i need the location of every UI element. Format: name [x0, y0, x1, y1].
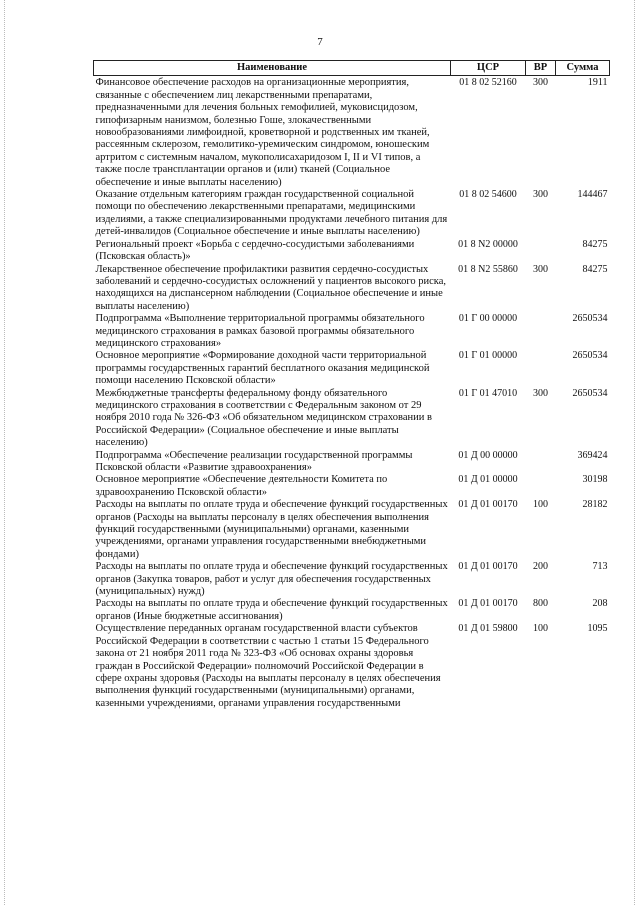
row-name: Расходы на выплаты по оплате труда и обеспечение функций государственных органов (Расходы на выплаты персоналу в целях обеспечения выполнения функций государственными (муниципальными) органами, казенными учреждениями, органами управления государственными внебюджетными фондами) [95, 499, 448, 560]
row-name: Лекарственное обеспечение профилактики развития сердечно-сосудистых заболеваний и сердечно-сосудистых осложнений у пациентов высокого риска, находящихся на диспансерном наблюдении (Социальное обеспечение и иные выплаты населению) [95, 263, 447, 312]
row-vr: 300 [533, 189, 548, 201]
row-csr: 01 Д 01 00170 [458, 499, 518, 511]
row-name: Основное мероприятие «Обеспечение деятельности Комитета по здравоохранению Псковской области» [95, 474, 388, 498]
row-sum: 369424 [577, 449, 608, 461]
row-csr: 01 Д 01 00170 [458, 561, 518, 573]
row-vr [526, 313, 556, 350]
row-vr: 800 [533, 598, 548, 610]
right-edge-line [634, 0, 635, 905]
row-name: Оказание отдельным категориям граждан государственной социальной помощи по обеспечению лекарственными препаратами, медицинскими изделиями, а также специализированными продуктами лечебного питания для детей-инвалидов (Социальное обеспечение и иные выплаты населению) [95, 189, 448, 238]
header-name: Наименование [94, 61, 451, 76]
row-vr: 300 [533, 263, 548, 275]
row-sum: 28182 [582, 499, 608, 511]
row-sum: 84275 [582, 238, 608, 250]
table-row [94, 598, 610, 623]
row-vr [526, 450, 556, 475]
table-row [94, 239, 610, 264]
row-vr: 100 [533, 623, 548, 635]
left-edge-line [4, 0, 5, 905]
table-row [94, 388, 610, 450]
row-vr: 200 [533, 561, 548, 573]
table-row [94, 623, 610, 710]
row-name: Финансовое обеспечение расходов на организационные мероприятия, связанные с обеспечением лиц лекарственными препаратами, предназначенными для лечения больных гемофилией, муковисцидозом, гипофизарным нанизмом, болезнью Гоше, злокачественными новообразованиями лимфоидной, кроветворной и родственных им тканей, рассеянным склерозом, гемолитико-уремическим синдромом, юношеским артритом с системным началом, мукополисахаридозом I, II и VI типов, а также после трансплантации органов и (или) тканей (Социальное обеспечение и иные выплаты населению) [95, 77, 430, 188]
budget-table [93, 60, 610, 710]
row-sum: 713 [592, 561, 608, 573]
row-vr: 300 [533, 387, 548, 399]
row-vr [526, 474, 556, 499]
table-row [94, 561, 610, 598]
table-header-row [94, 61, 610, 76]
row-name: Подпрограмма «Обеспечение реализации государственной программы Псковской области «Развитие здравоохранения» [95, 449, 413, 473]
row-sum: 2650534 [572, 313, 608, 325]
header-sum: Сумма [556, 61, 610, 76]
row-csr: 01 Д 01 59800 [458, 623, 518, 635]
row-name: Подпрограмма «Выполнение территориальной программы обязательного медицинского страхования в рамках базовой программы обязательного медицинского страхования» [95, 313, 425, 349]
row-csr: 01 Д 01 00170 [458, 598, 518, 610]
row-sum: 1911 [587, 77, 608, 89]
row-sum: 208 [592, 598, 608, 610]
row-vr [526, 350, 556, 387]
table-row [94, 474, 610, 499]
row-vr: 300 [533, 77, 548, 89]
table-row [94, 499, 610, 561]
row-sum: 2650534 [572, 387, 608, 399]
row-name: Осуществление переданных органам государственной власти субъектов Российской Федерации в соответствии с частью 1 статьи 15 Федерального закона от 21 ноября 2011 года № 323-ФЗ «Об основах охраны здоровья граждан в Российской Федерации» полномочий Российской Федерации в сфере охраны здоровья (Расходы на выплаты персоналу в целях обеспечения выполнения функций государственными (муниципальными) органами, казенными учреждениями, органами управления государственными [95, 623, 441, 709]
table-row [94, 264, 610, 314]
table-row [94, 350, 610, 387]
row-sum: 84275 [582, 263, 608, 275]
row-csr: 01 Д 00 00000 [458, 449, 518, 461]
row-csr: 01 Г 01 47010 [458, 387, 518, 399]
row-name: Основное мероприятие «Формирование доходной части территориальной программы государственных гарантий бесплатного оказания медицинской помощи населению Псковской области» [95, 350, 430, 387]
table-row [94, 450, 610, 475]
row-csr: 01 8 02 54600 [459, 189, 517, 201]
row-csr: 01 8 02 52160 [459, 77, 517, 89]
row-csr: 01 Г 00 00000 [458, 313, 518, 325]
row-sum: 2650534 [572, 350, 608, 362]
row-csr: 01 8 N2 55860 [458, 263, 518, 275]
row-csr: 01 Д 01 00000 [458, 474, 518, 486]
row-name: Расходы на выплаты по оплате труда и обеспечение функций государственных органов (Иные бюджетные ассигнования) [95, 598, 448, 622]
table-row [94, 76, 610, 189]
row-sum: 1095 [587, 623, 608, 635]
row-name: Региональный проект «Борьба с сердечно-сосудистыми заболеваниями (Псковская область)» [95, 238, 415, 263]
table-row [94, 313, 610, 350]
row-name: Расходы на выплаты по оплате труда и обеспечение функций государственных органов (Закупка товаров, работ и услуг для обеспечения государственных (муниципальных) нужд) [95, 561, 448, 598]
row-vr [526, 239, 556, 264]
row-vr: 100 [533, 499, 548, 511]
header-csr: ЦСР [451, 61, 526, 76]
row-name: Межбюджетные трансферты федеральному фонду обязательного медицинского страхования в соответствии с Федеральным законом от 29 ноября 2010 года № 326-ФЗ «Об обязательном медицинском страховании в Российской Федерации» (Социальное обеспечение и иные выплаты населению) [95, 387, 432, 449]
header-vr: ВР [526, 61, 556, 76]
row-sum: 30198 [582, 474, 608, 486]
row-sum: 144467 [577, 189, 608, 201]
row-csr: 01 8 N2 00000 [458, 238, 518, 250]
table-row [94, 189, 610, 239]
row-csr: 01 Г 01 00000 [458, 350, 518, 362]
page-number: 7 [317, 36, 323, 48]
